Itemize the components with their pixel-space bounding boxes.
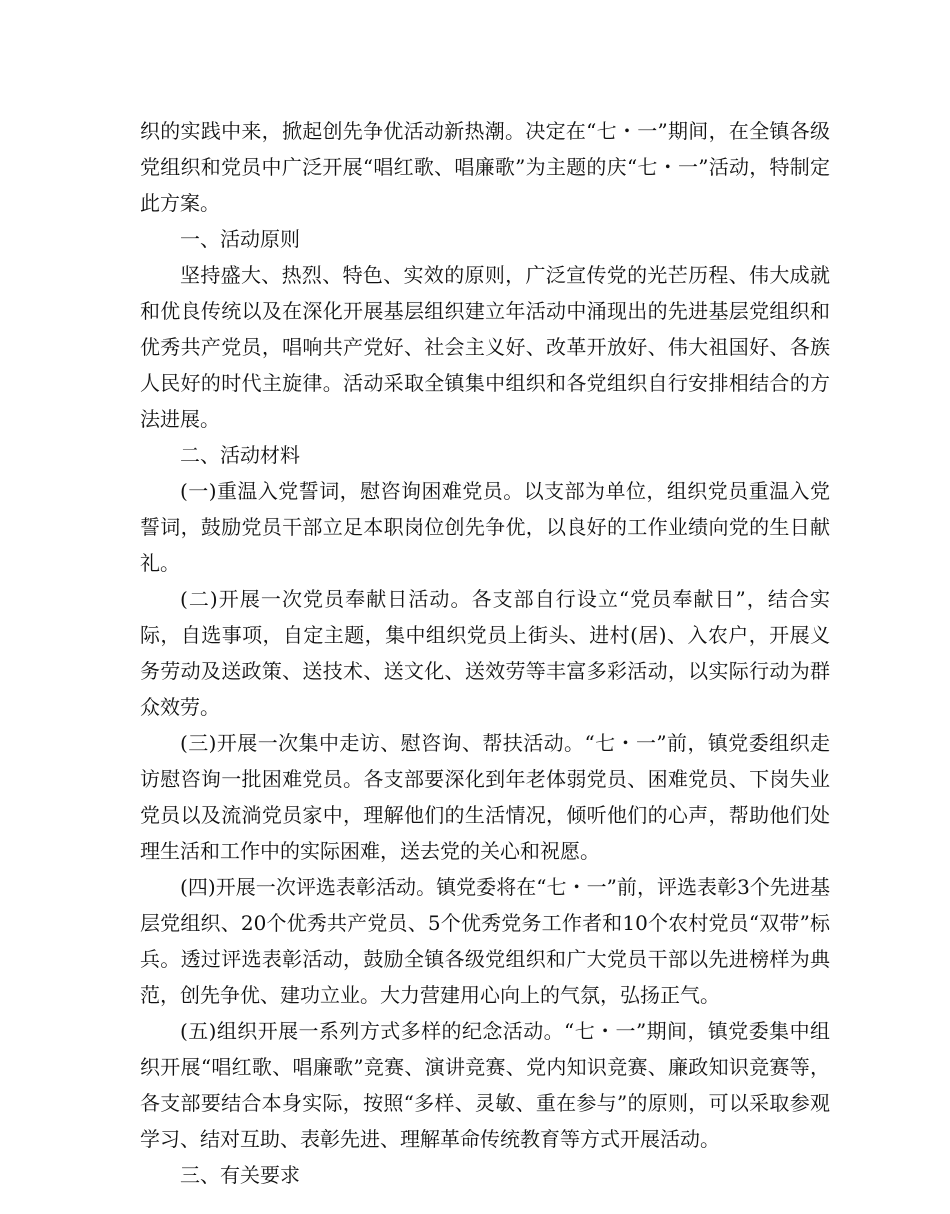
paragraph-item-5: (五)组织开展一系列方式多样的纪念活动。“七・一”期间，镇党委集中组织开展“唱红歌、唱廉歌”竞赛、演讲竞赛、党内知识竞赛、廉政知识竞赛等，各支部要结合本身实际，按照“多样、灵敏、重在参与”的原则，可以采取参观学习、结对互助、表彰先进、理解革命传统教育等方式开展活动。: [140, 1019, 830, 1151]
section-heading-principles: 一、活动原则: [180, 227, 300, 251]
section-heading-requirements: 三、有关要求: [180, 1163, 300, 1187]
paragraph-item-2: (二)开展一次党员奉献日活动。各支部自行设立“党员奉献日”，结合实际，自选事项，自定主题，集中组织党员上街头、进村(居)、入农户，开展义务劳动及送政策、送技术、送文化、送效劳等丰富多彩活动，以实际行动为群众效劳。: [140, 587, 830, 719]
paragraph-item-3: (三)开展一次集中走访、慰咨询、帮扶活动。“七・一”前，镇党委组织走访慰咨询一批困难党员。各支部要深化到年老体弱党员、困难党员、下岗失业党员以及流淌党员家中，理解他们的生活情况，倾听他们的心声，帮助他们处理生活和工作中的实际困难，送去党的关心和祝愿。: [140, 731, 830, 863]
section-heading-materials: 二、活动材料: [180, 443, 300, 467]
paragraph-intro-continuation: 织的实践中来，掀起创先争优活动新热潮。决定在“七・一”期间，在全镇各级党组织和党员中广泛开展“唱红歌、唱廉歌”为主题的庆“七・一”活动，特制定此方案。: [140, 119, 830, 215]
paragraph-principles: 坚持盛大、热烈、特色、实效的原则，广泛宣传党的光芒历程、伟大成就和优良传统以及在深化开展基层组织建立年活动中涌现出的先进基层党组织和优秀共产党员，唱响共产党好、社会主义好、改革开放好、伟大祖国好、各族人民好的时代主旋律。活动采取全镇集中组织和各党组织自行安排相结合的方法进展。: [140, 263, 830, 431]
paragraph-item-4: (四)开展一次评选表彰活动。镇党委将在“七・一”前，评选表彰3个先进基层党组织、20个优秀共产党员、5个优秀党务工作者和10个农村党员“双带”标兵。透过评选表彰活动，鼓励全镇各级党组织和广大党员干部以先进榜样为典范，创先争优、建功立业。大力营建用心向上的气氛，弘扬正气。: [140, 875, 830, 1007]
paragraph-item-1: (一)重温入党誓词，慰咨询困难党员。以支部为单位，组织党员重温入党誓词，鼓励党员干部立足本职岗位创先争优，以良好的工作业绩向党的生日献礼。: [140, 479, 830, 575]
document-body: [140, 113, 830, 1193]
